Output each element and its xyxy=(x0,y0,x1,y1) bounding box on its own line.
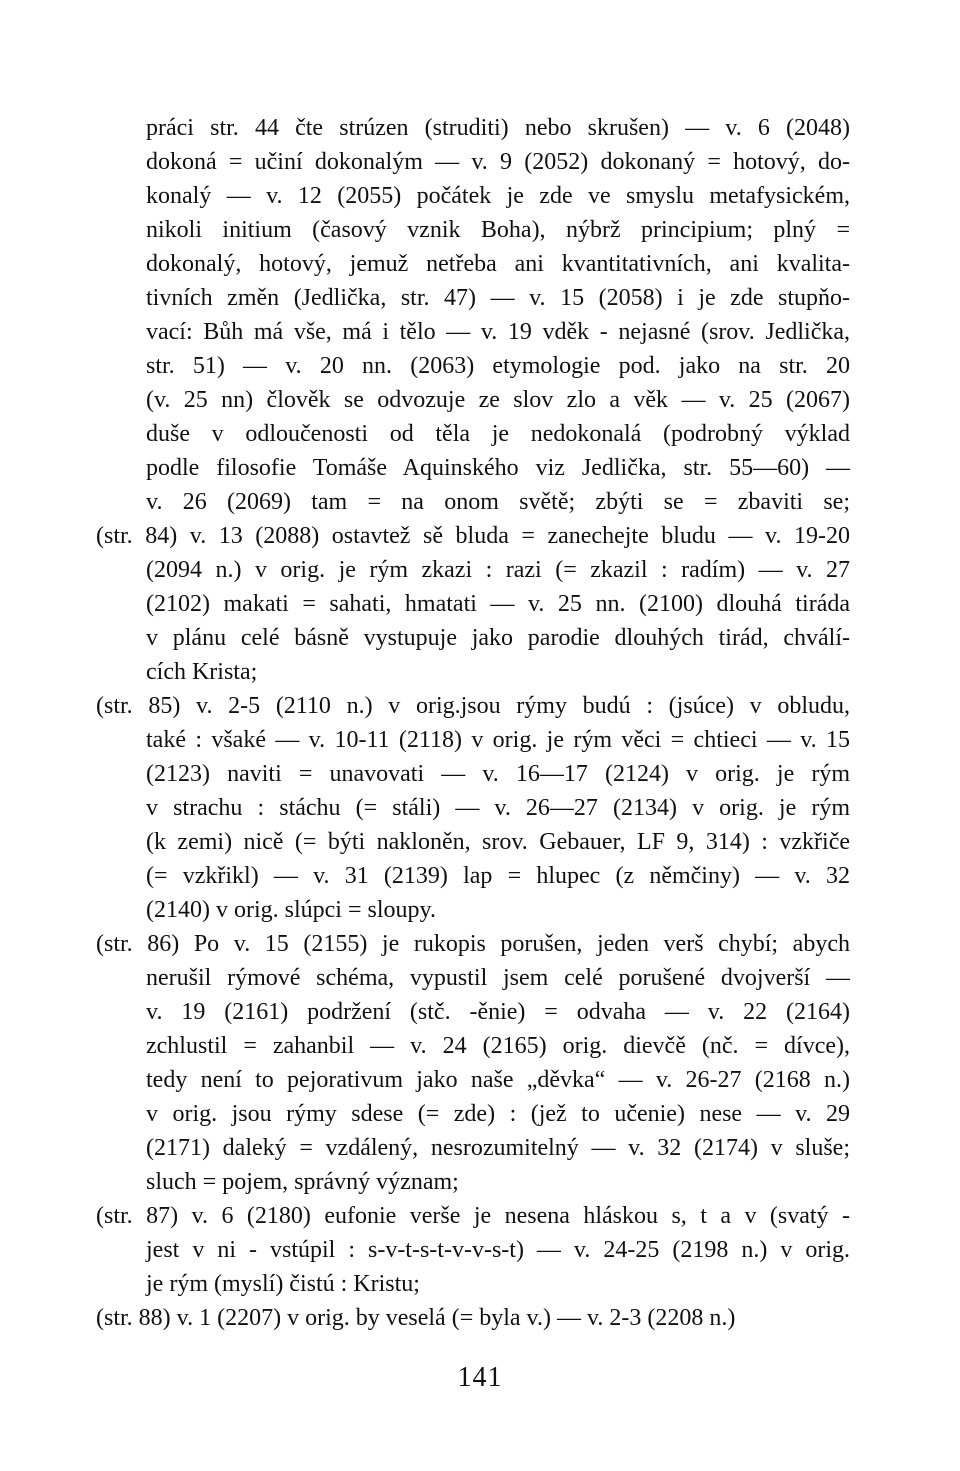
text-line: jest v ni - vstúpil : s-v-t-s-t-v-v-s-t) — v. 24-25 (2198 n.) v orig. xyxy=(146,1237,850,1263)
text-line: dokoná = učiní dokonalým — v. 9 (2052) dokonaný = hotový, do- xyxy=(146,149,850,175)
text-line: také : všaké — v. 10-11 (2118) v orig. je rým věci = chtieci — v. 15 xyxy=(146,727,850,753)
text-line: zchlustil = zahanbil — v. 24 (2165) orig. dievčě (nč. = dívce), xyxy=(146,1033,850,1059)
text-line: práci str. 44 čte strúzen (struditi) nebo skrušen) — v. 6 (2048) xyxy=(146,115,850,141)
text-line: v strachu : stáchu (= stáli) — v. 26—27 (2134) v orig. je rým xyxy=(146,795,850,821)
text-line: nerušil rýmové schéma, vypustil jsem celé porušené dvojverší — xyxy=(146,965,850,991)
text-line: (2171) daleký = vzdálený, nesrozumitelný — v. 32 (2174) v sluše; xyxy=(146,1135,850,1161)
text-line: (v. 25 nn) člověk se odvozuje ze slov zlo a věk — v. 25 (2067) xyxy=(146,387,850,413)
text-line: (2123) naviti = unavovati — v. 16—17 (2124) v orig. je rým xyxy=(146,761,850,787)
text-line: (str. 86) Po v. 15 (2155) je rukopis porušen, jeden verš chybí; abych xyxy=(96,931,850,957)
text-line: v. 26 (2069) tam = na onom světě; zbýti se = zbaviti se; xyxy=(146,489,850,515)
text-line: je rým (myslí) čistú : Kristu; xyxy=(146,1271,420,1297)
text-line: nikoli initium (časový vznik Boha), nýbrž principium; plný = xyxy=(146,217,850,243)
text-line: konalý — v. 12 (2055) počátek je zde ve smyslu metafysickém, xyxy=(146,183,850,209)
text-line: (str. 87) v. 6 (2180) eufonie verše je nesena hláskou s, t a v (svatý - xyxy=(96,1203,850,1229)
text-line: podle filosofie Tomáše Aquinského viz Jedlička, str. 55—60) — xyxy=(146,455,850,481)
text-line: cích Krista; xyxy=(146,659,258,685)
text-line: v orig. jsou rýmy sdese (= zde) : (jež to učenie) nese — v. 29 xyxy=(146,1101,850,1127)
text-line: (str. 88) v. 1 (2207) v orig. by veselá (= byla v.) — v. 2-3 (2208 n.) xyxy=(96,1305,736,1331)
text-line: dokonalý, hotový, jemuž netřeba ani kvantitativních, ani kvalita- xyxy=(146,251,850,277)
text-line: sluch = pojem, správný význam; xyxy=(146,1169,459,1195)
text-line: (2094 n.) v orig. je rým zkazi : razi (= zkazil : radím) — v. 27 xyxy=(146,557,850,583)
text-line: str. 51) — v. 20 nn. (2063) etymologie pod. jako na str. 20 xyxy=(146,353,850,379)
text-line: (str. 85) v. 2-5 (2110 n.) v orig.jsou rýmy budú : (jsúce) v obludu, xyxy=(96,693,850,719)
text-line: (2102) makati = sahati, hmatati — v. 25 nn. (2100) dlouhá tiráda xyxy=(146,591,850,617)
text-line: (str. 84) v. 13 (2088) ostavtež sě bluda = zanechejte bludu — v. 19-20 xyxy=(96,523,850,549)
text-line: tivních změn (Jedlička, str. 47) — v. 15 (2058) i je zde stupňo- xyxy=(146,285,850,311)
text-line: vací: Bůh má vše, má i tělo — v. 19 vděk - nejasné (srov. Jedlička, xyxy=(146,319,850,345)
text-line: (2140) v orig. slúpci = sloupy. xyxy=(146,897,436,923)
text-line: v. 19 (2161) podržení (stč. -ěnie) = odvaha — v. 22 (2164) xyxy=(146,999,850,1025)
page-number: 141 xyxy=(457,1362,503,1393)
text-line: duše v odloučenosti od těla je nedokonalá (podrobný výklad xyxy=(146,421,850,447)
text-line: v plánu celé básně vystupuje jako parodie dlouhých tirád, chválí- xyxy=(146,625,850,651)
text-line: tedy není to pejorativum jako naše „děvka“ — v. 26-27 (2168 n.) xyxy=(146,1067,850,1093)
text-line: (k zemi) nicě (= býti nakloněn, srov. Gebauer, LF 9, 314) : vzkřiče xyxy=(146,829,850,855)
text-line: (= vzkřikl) — v. 31 (2139) lap = hlupec (z němčiny) — v. 32 xyxy=(146,863,850,889)
